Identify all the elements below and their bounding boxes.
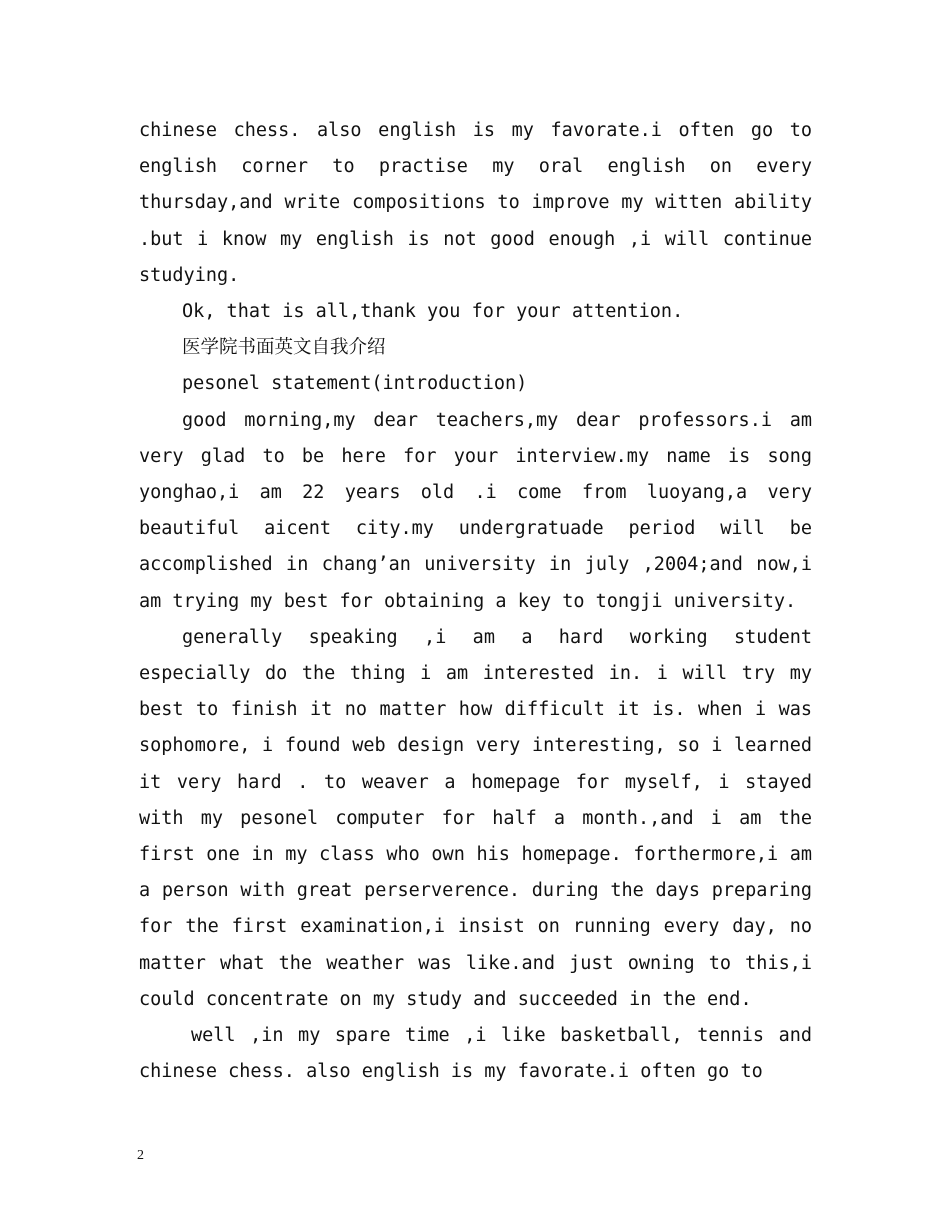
section-subheading: pesonel statement(introduction): [182, 373, 528, 395]
section-heading: 医学院书面英文自我介绍: [182, 337, 386, 359]
paragraph-personality: generally speaking ,i am a hard working student especially do the thing i am interested in. i will try my best to finish it no matter how difficult it is. when i was sophomore, i found web design very interesting, so i learned it very hard . to weaver a homepage for myself, i stayed with my pesonel computer for half a month.,and i am the first one in my class who own his homepage. forthermore,i am a person with great perserverence. during the days preparing for the first examination,i insist on running every day, no matter what the weather was like.and just owning to this,i could concentrate on my study and succeeded in the end.: [139, 626, 812, 1010]
body-text: [139, 113, 812, 1090]
paragraph-hobbies: well ,in my spare time ,i like basketball, tennis and chinese chess. also english is my favorate.i often go to: [139, 1025, 812, 1083]
page-number: 2: [137, 1148, 144, 1163]
paragraph-closing: Ok, that is all,thank you for your attention.: [182, 301, 684, 323]
paragraph-greeting: good morning,my dear teachers,my dear professors.i am very glad to be here for your interview.my name is song yonghao,i am 22 years old .i come from luoyang,a very beautiful aicent city.my undergratuade period will be accomplished in chang’an university in july ,2004;and now,i am trying my best for obtaining a key to tongji university.: [139, 409, 812, 612]
paragraph-continued: chinese chess. also english is my favorate.i often go to english corner to practise my oral english on every thursday,and write compositions to improve my witten ability .but i know my english is not good enough ,i will continue studying.: [139, 120, 812, 286]
